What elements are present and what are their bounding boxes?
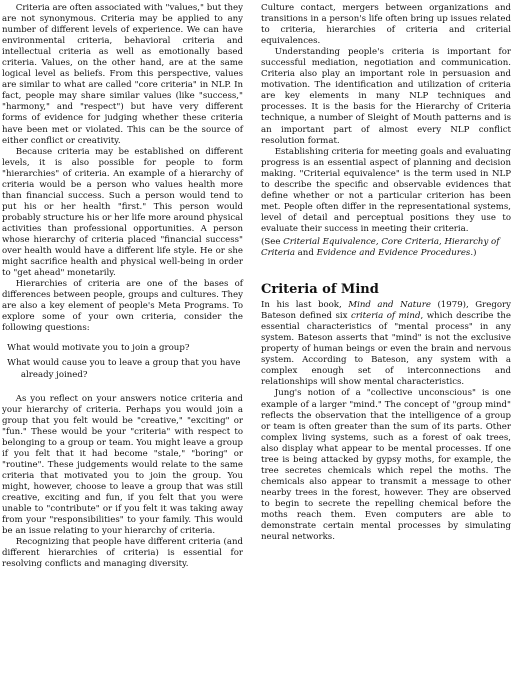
question-join-group: What would motivate you to join a group? — [7, 343, 190, 354]
paragraph-culture-contact: Culture contact, mergers between organizations and transitions in a person's life often bring up issues related to criteria, hierarchies of criteria and criterial equivalences. — [261, 3, 511, 47]
cross-reference: (See Criterial Equivalence, Core Criteria, Hierarchy of Criteria and Evidence and Evidence Procedures.) — [261, 236, 500, 259]
paragraph-criteria-values: Criteria are often associated with "values," but they are not synonymous. Criteria may be applied to any number of different levels of experience. We can have environmental criteria, behavioral criteria and intellectual criteria as well as emotionally based criteria. Values, on the other hand, are at the same logical level as beliefs. From this perspective, values are similar to what are called "core criteria" in NLP. In fact, people may share similar values (like "success," "harmony," and "respect") but have very different forms of evidence for judging whether these criteria have been met or violated. This can be the source of either conflict or creativity. — [2, 3, 243, 146]
paragraph-hierarchies: Because criteria may be established on different levels, it is also possible for people to form "hierarchies" of criteria. An example of a hierarchy of criteria would be a person who values health more than financial success. Such a person would tend to put his or her health "first." This person would probably structure his or her life more around physical activities than professional opportunities. A person whose hierarchy of criteria placed "financial success" over health would have a different life style. He or she might sacrifice health and physical well-being in order to "get ahead" monetarily. — [2, 146, 243, 279]
paragraph-understanding: Understanding people's criteria is important for successful mediation, negotiation and communication. Criteria also play an important role in persuasion and motivation. The identification and utilization of criteria are key elements in many NLP techniques and processes. It is the basis for the Hierarchy of Criteria technique, a number of Sleight of Mouth patterns and is an important part of almost every NLP conflict resolution format. — [261, 47, 511, 146]
right-column — [261, 3, 511, 543]
paragraph-recognizing: Recognizing that people have different criteria (and different hierarchies of criteria) is essential for resolving conflicts and managing diversity. — [2, 537, 243, 570]
reference-link-criteria: Criterial Equivalence, Core Criteria, Hierarchy of Criteria — [261, 236, 500, 259]
paragraph-bateson: In his last book, Mind and Nature (1979), Gregory Bateson defined six criteria of mind, which describe the essential characteristics of "mental process" in any system. Bateson asserts that "mind" is not the exclusive property of human beings or even the brain and nervous system. According to Bateson, any system with a complex enough set of interconnections and relationships will show mental characteristics. — [261, 300, 511, 388]
section-heading: Criteria of Mind — [261, 282, 379, 298]
book-title: Mind and Nature — [348, 300, 431, 311]
paragraph-establishing: Establishing criteria for meeting goals and evaluating progress is an essential aspect of planning and decision making. "Criterial equivalence" is the term used in NLP to describe the specific and observable evidences that define whether or not a particular criterion has been met. People often differ in the representational systems, level of detail and perceptual positions they use to evaluate their success in meeting their criteria. — [261, 146, 511, 234]
question-leave-group: What would cause you to leave a group that you have already joined? — [7, 358, 241, 380]
reference-link-evidence: Evidence and Evidence Procedures. — [316, 248, 474, 259]
paragraph-reflect: As you reflect on your answers notice criteria and your hierarchy of criteria. Perhaps you would join a group that you felt would be "creative," "exciting" or "fun." These would be your "criteria" with respect to belonging to a group or team. You might leave a group if you felt that it had become "stale," "boring" or "routine". These judgements would relate to the same criteria that motivated you to join the group. You might, however, choose to leave a group that was still creative, exciting and fun, if you felt that you were unable to "contribute" or if you felt it was taking away from your "responsibilities" to your family. This would be an issue relating to your hierarchy of criteria. — [2, 393, 243, 537]
left-column — [2, 3, 243, 570]
paragraph-jung: Jung's notion of a "collective unconscious" is one example of a larger "mind." The concept of "group mind" reflects the observation that the intelligence of a group or team is often greater than the sum of its parts. Other complex living systems, such as a forest of oak trees, also display what appear to be mental processes. If one tree is being attacked by gypsy moths, for example, the tree secretes chemicals which repel the moths. The chemicals also appear to transmit a message to other nearby trees in the forest, however. They are observed to begin to secrete the repelling chemical before the moths reach them. Even computers are able to demonstrate certain mental processes by simulating neural networks. — [261, 388, 511, 543]
term-criteria-of-mind: criteria of mind — [351, 311, 421, 322]
paragraph-differences: Hierarchies of criteria are one of the bases of differences between people, groups and cultures. They are also a key element of people's Meta Programs. To explore some of your own criteria, consider the following questions: — [2, 279, 243, 334]
